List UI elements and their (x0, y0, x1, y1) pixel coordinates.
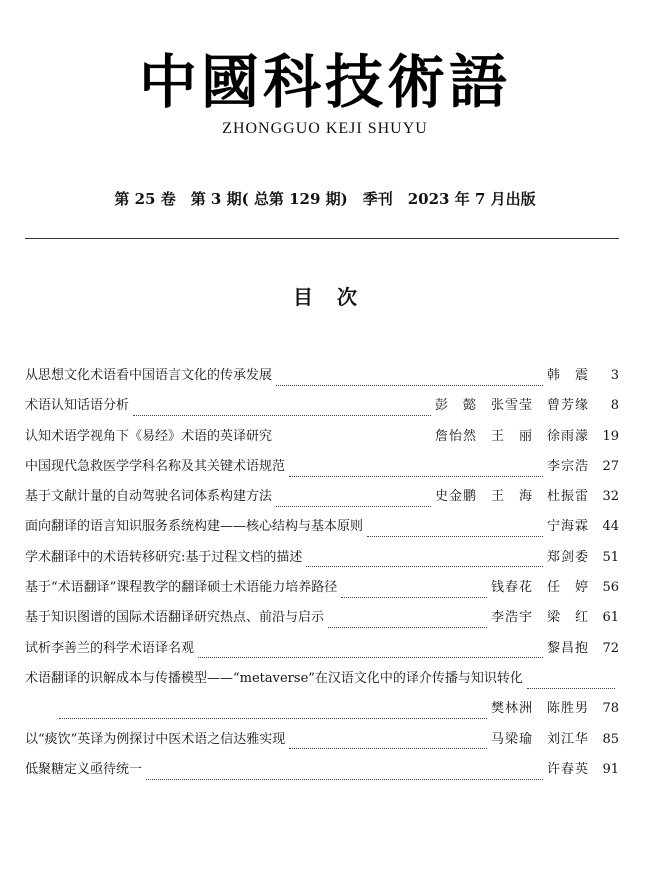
entry-page: 32 (602, 489, 619, 505)
toc-entry[interactable] (25, 636, 619, 666)
entry-authors: 宁海霖 (546, 519, 589, 535)
journal-title-pinyin: ZHONGGUO KEJI SHUYU (222, 120, 428, 137)
table-of-contents (25, 363, 619, 787)
leader-dots (328, 617, 487, 628)
entry-page: 85 (602, 731, 619, 747)
entry-authors: 韩 震 (546, 368, 589, 383)
leader-dots (276, 375, 543, 386)
entry-page: 72 (602, 640, 619, 656)
entry-page: 61 (602, 610, 619, 626)
entry-title: 术语认知话语分析 (25, 398, 130, 414)
entry-authors: 彭 懿 张雪莹 曾芳缘 (434, 398, 589, 414)
entry-authors: 李浩宇 梁 红 (490, 610, 589, 626)
toc-entry[interactable] (25, 575, 619, 605)
toc-entry[interactable] (25, 363, 619, 393)
entry-authors: 詹怡然 王 丽 徐雨濛 (434, 428, 589, 444)
toc-entry-continuation[interactable] (25, 696, 619, 726)
entry-page: 27 (602, 458, 619, 474)
entry-page: 8 (610, 398, 619, 414)
entry-title: 认知术语学视角下《易经》术语的英译研究 (25, 428, 273, 444)
entry-title: 基于知识图谱的国际术语翻译研究热点、前沿与启示 (25, 610, 325, 626)
leader-dots (276, 496, 431, 507)
leader-dots (341, 587, 487, 598)
toc-entry-title-line[interactable] (25, 666, 619, 696)
entry-page: 51 (602, 549, 619, 565)
leader-dots (59, 708, 487, 719)
entry-authors: 史金鹏 王 海 杜振雷 (434, 489, 589, 505)
entry-title: 学术翻译中的术语转移研究:基于过程文档的描述 (25, 549, 303, 565)
leader-dots (306, 556, 543, 567)
toc-entry[interactable] (25, 393, 619, 423)
entry-page: 91 (602, 761, 619, 777)
entry-authors: 马梁瑜 刘江华 (490, 731, 589, 747)
journal-title-chinese: 中國科技術語 (138, 48, 511, 116)
leader-dots (289, 466, 543, 477)
entry-title: 基于文献计量的自动驾驶名词体系构建方法 (25, 489, 273, 505)
entry-title: 从思想文化术语看中国语言文化的传承发展 (25, 368, 273, 383)
entry-authors: 郑剑委 (546, 549, 589, 565)
entry-title: 中国现代急救医学学科名称及其关键术语规范 (25, 458, 286, 474)
toc-entry[interactable] (25, 545, 619, 575)
leader-dots (367, 526, 543, 537)
toc-entry[interactable] (25, 727, 619, 757)
leader-dots (146, 769, 543, 780)
toc-heading: 目次 (293, 285, 381, 309)
leader-dots (133, 405, 431, 416)
entry-page: 56 (602, 580, 619, 596)
leader-dots (276, 435, 431, 446)
entry-page: 78 (602, 701, 619, 717)
toc-entry[interactable] (25, 424, 619, 454)
entry-page: 19 (602, 428, 619, 444)
issue-info: 第 25 卷 第 3 期( 总第 129 期) 季刊 2023 年 7 月出版 (114, 190, 536, 208)
leader-dots (527, 678, 615, 689)
toc-entry[interactable] (25, 605, 619, 635)
toc-entry[interactable] (25, 514, 619, 544)
entry-title: 试析李善兰的科学术语译名观 (25, 640, 195, 656)
entry-page: 44 (602, 519, 619, 535)
divider (25, 238, 619, 239)
entry-authors: 许春英 (546, 761, 589, 777)
entry-title: 低聚糖定义亟待统一 (25, 761, 143, 777)
toc-entry[interactable] (25, 484, 619, 514)
entry-title: 术语翻译的识解成本与传播模型——“metaverse”在汉语文化中的译介传播与知识转化 (25, 670, 523, 686)
entry-authors: 李宗浩 (546, 458, 589, 474)
entry-title: 以“痰饮”英译为例探讨中医术语之信达雅实现 (25, 731, 286, 747)
entry-title: 面向翻译的语言知识服务系统构建——核心结构与基本原则 (25, 519, 364, 535)
entry-authors: 钱春花 任 婷 (490, 580, 589, 596)
entry-page: 3 (610, 368, 619, 383)
entry-authors: 黎昌抱 (546, 640, 589, 656)
entry-authors: 樊林洲 陈胜男 (490, 701, 589, 717)
toc-entry[interactable] (25, 757, 619, 787)
leader-dots (198, 647, 543, 658)
leader-dots (289, 738, 487, 749)
entry-title: 基于“术语翻译”课程教学的翻译硕士术语能力培养路径 (25, 580, 338, 596)
toc-entry[interactable] (25, 454, 619, 484)
